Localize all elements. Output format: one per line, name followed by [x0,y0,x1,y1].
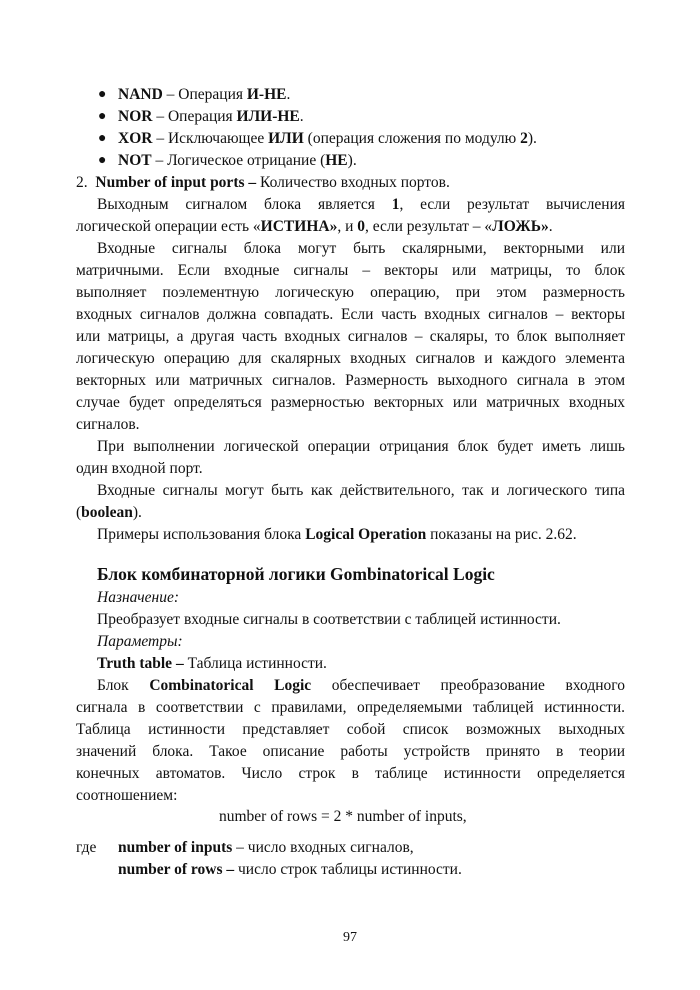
paragraph-comb-line: Блок Combinatorical Logic обеспечивает преобразование входного [97,677,625,694]
paragraph-inputs-line: или матрицы, а другая часть входных сигналов – скаляры, то блок выполняет [76,328,625,345]
paragraph-not-line: При выполнении логической операции отрицания блок будет иметь лишь [97,438,625,455]
params-label: Параметры: [97,633,183,650]
list-item-2: 2. Number of input ports – Количество входных портов. [76,174,450,191]
paragraph-comb-line: соотношением: [76,787,178,804]
paragraph-types-line: (boolean). [76,504,142,521]
bullet-xor: XOR – Исключающее ИЛИ (операция сложения по модулю 2). [118,130,537,147]
paragraph-inputs-line: сигналов. [76,416,140,433]
paragraph-inputs-line: Входные сигналы блока могут быть скалярными, векторными или [97,240,625,257]
bullet-dot: ● [98,153,107,168]
paragraph-inputs-line: логическую операцию для скалярных входных сигналов и каждого элемента [76,350,625,367]
purpose-text: Преобразует входные сигналы в соответствии с таблицей истинности. [97,611,561,628]
param-truth-table: Truth table – Таблица истинности. [97,655,327,672]
bullet-not: NOT – Логическое отрицание (НЕ). [118,152,357,169]
page-number: 97 [343,930,357,945]
formula: number of rows = 2 * number of inputs, [219,808,467,825]
paragraph-inputs-line: входных сигналов должна совпадать. Если часть входных сигналов – векторы [76,306,625,323]
purpose-label: Назначение: [97,589,179,606]
paragraph-output-line: Выходным сигналом блока является 1, если результат вычисления [97,196,625,213]
paragraph-not-line: один входной порт. [76,460,203,477]
paragraph-comb-line: значений блока. Такое описание работы устройств принято в теории [76,743,625,760]
bullet-dot: ● [98,131,107,146]
paragraph-inputs-line: случае будет определяться размерностью векторных или матричных входных [76,394,625,411]
paragraph-examples: Примеры использования блока Logical Operation показаны на рис. 2.62. [97,526,577,543]
bullet-nand: NAND – Операция И-НЕ. [118,86,291,103]
bullet-nor: NOR – Операция ИЛИ-НЕ. [118,108,304,125]
bullet-dot: ● [98,87,107,102]
paragraph-comb-line: сигнала в соответствии с правилами, определяемыми таблицей истинности. [76,699,625,716]
paragraph-types-line: Входные сигналы могут быть как действительного, так и логического типа [97,482,625,499]
section-heading: Блок комбинаторной логики Gombinatorical Logic [97,564,495,584]
where-label: где [76,839,97,856]
paragraph-inputs-line: выполняет поэлементную логическую операцию, при этом размерность [76,284,625,301]
paragraph-comb-line: Таблица истинности представляет собой список возможных выходных [76,721,625,738]
definition-rows: number of rows – число строк таблицы истинности. [118,861,462,878]
paragraph-comb-line: конечных автоматов. Число строк в таблице истинности определяется [76,765,625,782]
definition-inputs: number of inputs – число входных сигналов, [118,839,414,856]
paragraph-inputs-line: векторных или матричных сигналов. Размерность выходного сигнала в этом [76,372,625,389]
paragraph-output-line: логической операции есть «ИСТИНА», и 0, если результат – «ЛОЖЬ». [76,218,553,235]
bullet-dot: ● [98,109,107,124]
paragraph-inputs-line: матричными. Если входные сигналы – векторы или матрицы, то блок [76,262,625,279]
